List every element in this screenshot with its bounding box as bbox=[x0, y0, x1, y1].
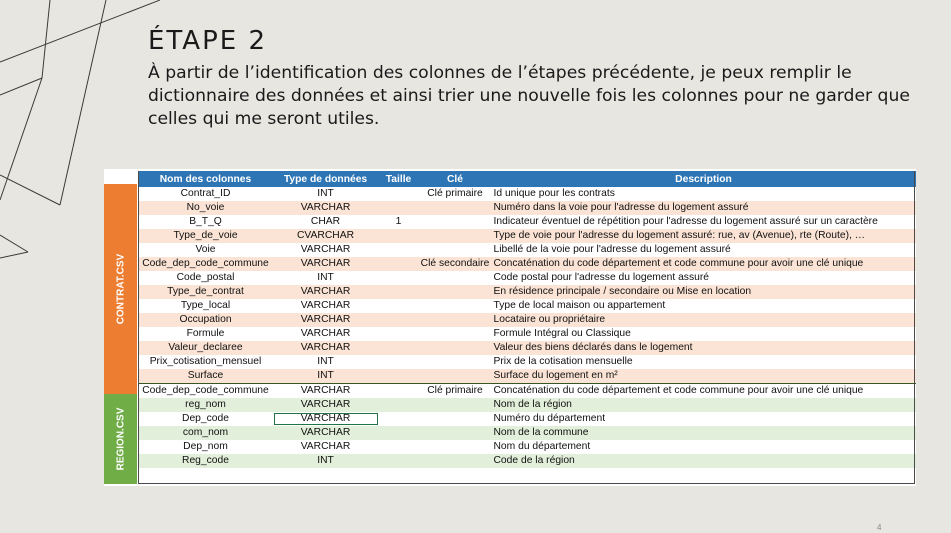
column-name-cell[interactable]: Valeur_declaree bbox=[139, 341, 273, 355]
size-cell[interactable] bbox=[379, 243, 419, 257]
data-type-cell[interactable]: INT bbox=[273, 271, 379, 285]
description-cell[interactable]: Nom du département bbox=[492, 440, 916, 454]
table-row bbox=[139, 369, 916, 384]
column-name-cell[interactable]: Dep_nom bbox=[139, 440, 273, 454]
size-cell[interactable] bbox=[379, 341, 419, 355]
size-cell[interactable] bbox=[379, 369, 419, 384]
description-cell[interactable]: En résidence principale / secondaire ou Mise en location bbox=[492, 285, 916, 299]
group-label-contrat-text: CONTRAT.CSV bbox=[115, 253, 126, 325]
column-name-cell[interactable]: Reg_code bbox=[139, 454, 273, 468]
table-row bbox=[139, 355, 916, 369]
data-type-cell[interactable]: VARCHAR bbox=[273, 398, 379, 412]
table-row bbox=[139, 440, 916, 454]
key-cell[interactable] bbox=[419, 243, 492, 257]
dictionary-grid bbox=[138, 171, 916, 468]
table-row bbox=[139, 201, 916, 215]
column-name-cell[interactable]: B_T_Q bbox=[139, 215, 273, 229]
description-cell[interactable]: Surface du logement en m² bbox=[492, 369, 916, 384]
key-cell[interactable] bbox=[419, 355, 492, 369]
size-cell[interactable] bbox=[379, 454, 419, 468]
data-type-cell[interactable]: VARCHAR bbox=[273, 412, 379, 426]
table-row bbox=[139, 313, 916, 327]
data-dictionary-table bbox=[104, 169, 916, 486]
description-cell[interactable]: Code de la région bbox=[492, 454, 916, 468]
size-cell[interactable] bbox=[379, 412, 419, 426]
table-row bbox=[139, 229, 916, 243]
table-row bbox=[139, 271, 916, 285]
data-type-cell[interactable]: VARCHAR bbox=[273, 313, 379, 327]
group-label-region-text: REGION.CSV bbox=[115, 407, 126, 471]
description-cell[interactable]: Type de voie pour l'adresse du logement assuré: rue, av (Avenue), rte (Route), … bbox=[492, 229, 916, 243]
column-name-cell[interactable]: No_voie bbox=[139, 201, 273, 215]
data-type-cell[interactable]: INT bbox=[273, 187, 379, 202]
table-row bbox=[139, 412, 916, 426]
size-cell[interactable] bbox=[379, 271, 419, 285]
column-name-cell[interactable]: Type_de_contrat bbox=[139, 285, 273, 299]
size-cell[interactable] bbox=[379, 327, 419, 341]
size-cell[interactable]: 1 bbox=[379, 215, 419, 229]
data-type-cell[interactable]: CVARCHAR bbox=[273, 229, 379, 243]
key-cell[interactable] bbox=[419, 229, 492, 243]
column-name-cell[interactable]: Code_postal bbox=[139, 271, 273, 285]
column-name-cell[interactable]: Type_local bbox=[139, 299, 273, 313]
data-type-cell[interactable]: INT bbox=[273, 355, 379, 369]
size-cell[interactable] bbox=[379, 201, 419, 215]
column-name-cell[interactable]: Formule bbox=[139, 327, 273, 341]
key-cell[interactable]: Clé primaire bbox=[419, 384, 492, 399]
size-cell[interactable] bbox=[379, 313, 419, 327]
column-name-cell[interactable]: Type_de_voie bbox=[139, 229, 273, 243]
size-cell[interactable] bbox=[379, 355, 419, 369]
key-cell[interactable] bbox=[419, 454, 492, 468]
data-type-cell[interactable]: VARCHAR bbox=[273, 384, 379, 399]
description-cell[interactable]: Libellé de la voie pour l'adresse du logement assuré bbox=[492, 243, 916, 257]
slide-title: ÉTAPE 2 bbox=[148, 26, 267, 56]
table-row bbox=[139, 384, 916, 399]
size-cell[interactable] bbox=[379, 187, 419, 202]
header-cle[interactable]: Clé bbox=[419, 172, 492, 187]
key-cell[interactable] bbox=[419, 313, 492, 327]
table-row bbox=[139, 257, 916, 271]
column-name-cell[interactable]: Voie bbox=[139, 243, 273, 257]
column-name-cell[interactable]: Contrat_ID bbox=[139, 187, 273, 202]
data-type-cell[interactable]: VARCHAR bbox=[273, 440, 379, 454]
column-name-cell[interactable]: Dep_code bbox=[139, 412, 273, 426]
key-cell[interactable] bbox=[419, 299, 492, 313]
data-type-cell[interactable]: INT bbox=[273, 454, 379, 468]
data-type-cell[interactable]: VARCHAR bbox=[273, 341, 379, 355]
data-type-cell[interactable]: VARCHAR bbox=[273, 426, 379, 440]
table-row bbox=[139, 454, 916, 468]
key-cell[interactable] bbox=[419, 412, 492, 426]
table-row bbox=[139, 215, 916, 229]
key-cell[interactable] bbox=[419, 341, 492, 355]
data-type-cell[interactable]: VARCHAR bbox=[273, 257, 379, 271]
size-cell[interactable] bbox=[379, 285, 419, 299]
size-cell[interactable] bbox=[379, 229, 419, 243]
size-cell[interactable] bbox=[379, 398, 419, 412]
description-cell[interactable]: Nom de la région bbox=[492, 398, 916, 412]
description-cell[interactable]: Id unique pour les contrats bbox=[492, 187, 916, 202]
data-type-cell[interactable]: VARCHAR bbox=[273, 201, 379, 215]
table-row bbox=[139, 285, 916, 299]
column-name-cell[interactable]: Prix_cotisation_mensuel bbox=[139, 355, 273, 369]
header-type-donnees[interactable]: Type de données bbox=[273, 172, 379, 187]
slide-intro-text: À partir de l’identification des colonnes de l’étapes précédente, je peux remplir le dictionnaire des données et ainsi trier une nouvelle fois les colonnes pour ne garder que celles qui me seront utiles. bbox=[148, 63, 910, 129]
group-label-contrat bbox=[104, 184, 137, 394]
description-cell[interactable]: Numéro dans la voie pour l'adresse du logement assuré bbox=[492, 201, 916, 215]
table-row bbox=[139, 327, 916, 341]
key-cell[interactable] bbox=[419, 215, 492, 229]
column-name-cell[interactable]: Occupation bbox=[139, 313, 273, 327]
page-number: 4 bbox=[877, 523, 882, 532]
table-row bbox=[139, 398, 916, 412]
table-row bbox=[139, 299, 916, 313]
key-cell[interactable]: Clé secondaire bbox=[419, 257, 492, 271]
size-cell[interactable] bbox=[379, 384, 419, 399]
column-name-cell[interactable]: Code_dep_code_commune bbox=[139, 384, 273, 399]
header-nom-colonnes[interactable]: Nom des colonnes bbox=[139, 172, 273, 187]
description-cell[interactable]: Indicateur éventuel de répétition pour l'adresse du logement assuré sur un caractère bbox=[492, 215, 916, 229]
key-cell[interactable] bbox=[419, 327, 492, 341]
description-cell[interactable]: Numéro du département bbox=[492, 412, 916, 426]
size-cell[interactable] bbox=[379, 426, 419, 440]
data-type-cell[interactable]: VARCHAR bbox=[273, 285, 379, 299]
description-cell[interactable]: Prix de la cotisation mensuelle bbox=[492, 355, 916, 369]
column-name-cell[interactable]: reg_nom bbox=[139, 398, 273, 412]
data-type-cell[interactable]: CHAR bbox=[273, 215, 379, 229]
data-type-cell[interactable]: VARCHAR bbox=[273, 299, 379, 313]
header-description[interactable]: Description bbox=[492, 172, 916, 187]
column-name-cell[interactable]: com_nom bbox=[139, 426, 273, 440]
data-type-cell[interactable]: VARCHAR bbox=[273, 327, 379, 341]
key-cell[interactable] bbox=[419, 271, 492, 285]
size-cell[interactable] bbox=[379, 257, 419, 271]
header-taille[interactable]: Taille bbox=[379, 172, 419, 187]
group-label-region bbox=[104, 394, 137, 484]
key-cell[interactable] bbox=[419, 426, 492, 440]
description-cell[interactable]: Concaténation du code département et code commune pour avoir une clé unique bbox=[492, 257, 916, 271]
key-cell[interactable] bbox=[419, 440, 492, 454]
column-name-cell[interactable]: Surface bbox=[139, 369, 273, 384]
description-cell[interactable]: Formule Intégral ou Classique bbox=[492, 327, 916, 341]
table-row bbox=[139, 426, 916, 440]
size-cell[interactable] bbox=[379, 299, 419, 313]
key-cell[interactable] bbox=[419, 201, 492, 215]
size-cell[interactable] bbox=[379, 440, 419, 454]
description-cell[interactable]: Type de local maison ou appartement bbox=[492, 299, 916, 313]
description-cell[interactable]: Concaténation du code département et code commune pour avoir une clé unique bbox=[492, 384, 916, 399]
table-row bbox=[139, 187, 916, 202]
description-cell[interactable]: Valeur des biens déclarés dans le logement bbox=[492, 341, 916, 355]
column-name-cell[interactable]: Code_dep_code_commune bbox=[139, 257, 273, 271]
table-row bbox=[139, 243, 916, 257]
key-cell[interactable] bbox=[419, 398, 492, 412]
description-cell[interactable]: Locataire ou propriétaire bbox=[492, 313, 916, 327]
table-row bbox=[139, 341, 916, 355]
key-cell[interactable]: Clé primaire bbox=[419, 187, 492, 202]
key-cell[interactable] bbox=[419, 285, 492, 299]
key-cell[interactable] bbox=[419, 369, 492, 384]
description-cell[interactable]: Nom de la commune bbox=[492, 426, 916, 440]
data-type-cell[interactable]: INT bbox=[273, 369, 379, 384]
description-cell[interactable]: Code postal pour l'adresse du logement assuré bbox=[492, 271, 916, 285]
header-row bbox=[139, 172, 916, 187]
data-type-cell[interactable]: VARCHAR bbox=[273, 243, 379, 257]
